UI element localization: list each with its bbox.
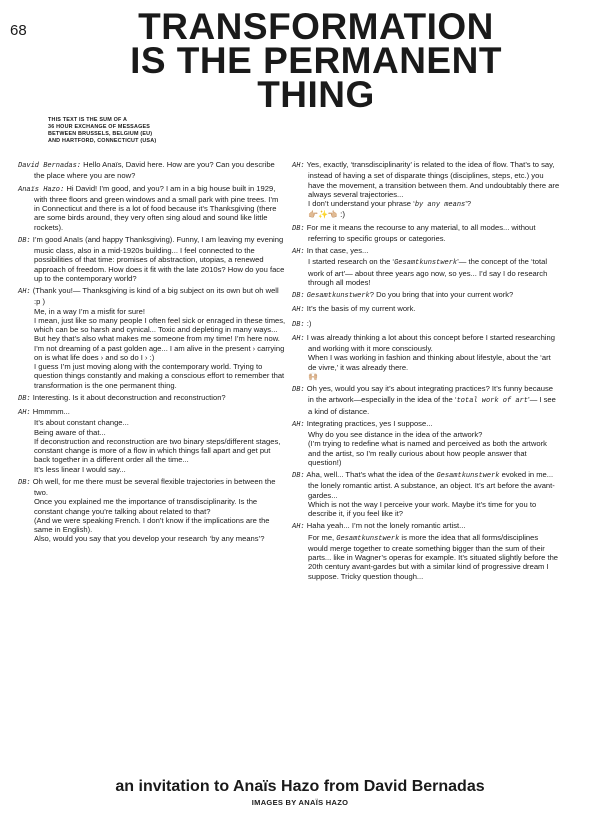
entry-text: evoked in me... the lonely romantic artist. A substance, an object. It’s art before the avant-gardes...: [308, 470, 555, 500]
emphasis-phrase: by any means: [414, 201, 466, 209]
entry-text: Haha yeah... I’m not the lonely romantic artist...: [306, 521, 466, 531]
emphasis-phrase: Gesamtkunstwerk: [306, 292, 370, 300]
dialogue-entry: [292, 521, 560, 581]
dialogue-entry: [18, 477, 286, 544]
entry-text: Oh well, for me there must be several flexible trajectories in between the two.: [32, 476, 276, 497]
entry-paragraph: For me, Gesamtkunstwerk is more the idea that all forms/disciplines would merge together to create something bigger than the sum of their parts... like in Wagner’s operas for example. It’s situated slightly before the 20th century avant-gardes but with a similar kind of progressive dream I suppose. Tricky question though...: [308, 532, 559, 581]
article-title: [36, 6, 596, 115]
intro-line: THIS TEXT IS THE SUM OF A: [48, 117, 128, 123]
speaker-label: DB:: [292, 320, 305, 329]
dialogue-entry: [18, 160, 286, 181]
entry-paragraph: Being aware of that...: [34, 427, 106, 437]
dialogue-entry: [292, 319, 560, 330]
speaker-label: AH:: [292, 306, 305, 315]
entry-paragraph: Once you explained me the importance of transdisciplinarity. Is the constant change you’re talking about related to that?: [34, 497, 258, 516]
intro-note: [48, 117, 248, 145]
entry-paragraph: If deconstruction and reconstruction are two binary steps/different stages, constant change is more of a flow in which things fall apart and get put back together in a different order all the time...: [34, 436, 281, 465]
intro-line: BETWEEN BRUSSELS, BELGIUM (EU): [48, 131, 153, 137]
entry-text: Aha, well... That’s what the idea of the: [306, 470, 437, 479]
entry-paragraph: I guess I’m just moving along with the contemporary world. Trying to question things constantly and making a conscious effort to remember that transformation is the one permanent thing.: [34, 362, 285, 390]
entry-paragraph: It’s about constant change...: [34, 418, 129, 428]
entry-paragraph: I started research on the ‘Gesamtkunstwerk’— the concept of the ‘total work of art’— about three years ago now, so yes... I’d say I do research through all modes!: [308, 257, 548, 287]
title-line: THING: [257, 74, 375, 115]
entry-text: Hello Anaïs, David here. How are you? Can you describe the place where you are now?: [34, 160, 275, 181]
speaker-label: AH:: [18, 409, 31, 417]
entry-paragraph: It’s less linear I would say...: [34, 464, 126, 474]
speaker-label: AH:: [292, 248, 305, 256]
dialogue-entry: [292, 160, 560, 220]
entry-text: ’— I see a kind of distance.: [308, 395, 556, 416]
entry-paragraph: But hey that’s also what makes me someone from my time! I’m here now. I’m not dreaming of a past golden age... I am alive in the present › carrying on is what life does › and so do I › :): [34, 334, 285, 362]
intro-line: 36 HOUR EXCHANGE OF MESSAGES: [48, 124, 151, 130]
entry-text: I’m good Anaïs (and happy Thanksgiving). Funny, I am leaving my evening music class, also in a mid-1920s building... I feel connected to the possibilities of that time: promises of abstraction, utopias, a renewed approach of freedom. How does it fit with the late 2010s? How do you face up to the contemporary world?: [32, 234, 285, 283]
entry-text: :): [306, 318, 312, 328]
entry-text: (Thank you!— Thanksgiving is kind of a big subject on its own but oh well :p ): [32, 286, 279, 307]
speaker-label: DB:: [292, 472, 305, 480]
image-credit: IMAGES BY ANAÏS HAZO: [251, 798, 349, 807]
dialogue-entry: [292, 384, 560, 416]
entry-text: ? Do you bring that into your current work?: [369, 290, 514, 299]
intro-line: AND HARTFORD, CONNECTICUT (USA): [48, 138, 157, 144]
entry-text: In that case, yes...: [306, 246, 369, 255]
speaker-label: AH:: [292, 162, 305, 170]
speaker-label: AH:: [292, 334, 305, 343]
entry-paragraph: I don’t understand your phrase ‘by any means’?: [308, 199, 472, 209]
dialogue-entry: [292, 304, 560, 315]
speaker-label: DB:: [18, 236, 31, 245]
right-column: [292, 160, 560, 581]
dialogue-entry: [18, 286, 286, 390]
speaker-label: DB:: [292, 292, 305, 300]
entry-text: Yes, exactly, ‘transdisciplinarity’ is related to the idea of flow. That’s to say, instead of having a set of disparate things (disciplines, steps, etc.) you have the movement, a transition between them. And undoubtably there are always several trajectories...: [306, 160, 560, 199]
title-line: IS THE PERMANENT: [130, 40, 502, 81]
entry-paragraph: (I’m trying to redefine what is named and perceived as both the artwork and the artist, so I’m really curious about how people answer that question!): [308, 439, 547, 467]
dialogue-entry: [18, 184, 286, 232]
speaker-label: AH:: [292, 420, 305, 429]
emphasis-phrase: Gesamtkunstwerk: [336, 534, 400, 543]
emphasis-phrase: total work of art: [456, 397, 529, 406]
title-line: TRANSFORMATION: [138, 6, 494, 47]
entry-text: It’s the basis of my current work.: [306, 304, 416, 314]
speaker-label: Anaïs Hazo:: [18, 185, 65, 194]
entry-text: For me it means the recourse to any material, to all modes... without referring to specific groups or categories.: [306, 222, 536, 243]
entry-text: Hmmmm...: [32, 407, 70, 416]
dialogue-entry: [18, 235, 286, 283]
dialogue-entry: [18, 407, 286, 474]
dialogue-entry: [292, 470, 560, 518]
entry-text: Integrating practices, yes I suppose...: [306, 418, 433, 428]
entry-text: Interesting. Is it about deconstruction and reconstruction?: [32, 392, 226, 402]
dialogue-entry: [292, 246, 560, 287]
emoji-reaction: 🙌🏼: [308, 371, 318, 381]
article-subtitle: an invitation to Anaïs Hazo from David Bernadas: [115, 778, 485, 795]
entry-paragraph: Why do you see distance in the idea of the artwork?: [308, 430, 483, 439]
dialogue-entry: [292, 223, 560, 244]
emoji-reaction: 👉🏼✨👈🏼 :): [308, 210, 345, 220]
dialogue-entry: [292, 419, 560, 467]
entry-paragraph: Also, would you say that you develop your research ‘by any means’?: [34, 534, 265, 544]
entry-paragraph: Me, in a way I’m a misfit for sure!: [34, 306, 145, 316]
speaker-label: DB:: [18, 394, 31, 403]
speaker-label: AH:: [18, 288, 31, 296]
dialogue-entry: [18, 393, 286, 404]
speaker-label: DB:: [292, 386, 305, 394]
entry-text: Oh yes, would you say it’s about integrating practices? It’s funny because in the artwork—especially in the idea of the ‘: [306, 384, 553, 405]
speaker-label: DB:: [292, 224, 305, 233]
entry-paragraph: I mean, just like so many people I often feel sick or enraged in these times, which can be so harsh and cynical... Toxic and depleting in many ways...: [34, 315, 286, 334]
entry-paragraph: When I was working in fashion and thinking about lifestyle, about the ‘art de vivre,’ it was already there.: [308, 353, 551, 372]
entry-text: Hi David! I’m good, and you? I am in a big house built in 1929, with three floors and green windows and a small park with pine trees. I’m in Connecticut and there is a lot of food because it’s Thanksgiving (there are some birds around, they very often sing aloud and sound like little rockets).: [34, 183, 279, 232]
emphasis-phrase: Gesamtkunstwerk: [436, 472, 500, 480]
speaker-label: DB:: [18, 478, 31, 487]
entry-paragraph: (And we were speaking French. I don’t know if the implications are the same in English).: [34, 515, 270, 534]
page-number: 68: [10, 22, 27, 39]
speaker-label: AH:: [292, 523, 305, 532]
emphasis-phrase: Gesamtkunstwerk: [394, 259, 458, 268]
speaker-label: David Bernadas:: [18, 162, 82, 170]
entry-paragraph: Which is not the way I perceive your work. Maybe it’s time for you to describe it, if you feel like it?: [308, 499, 537, 518]
dialogue-entry: [292, 333, 560, 381]
dialogue-entry: [292, 290, 560, 301]
left-column: [18, 160, 286, 544]
entry-text: I was already thinking a lot about this concept before I started researching and working with it more consciously.: [306, 332, 555, 353]
